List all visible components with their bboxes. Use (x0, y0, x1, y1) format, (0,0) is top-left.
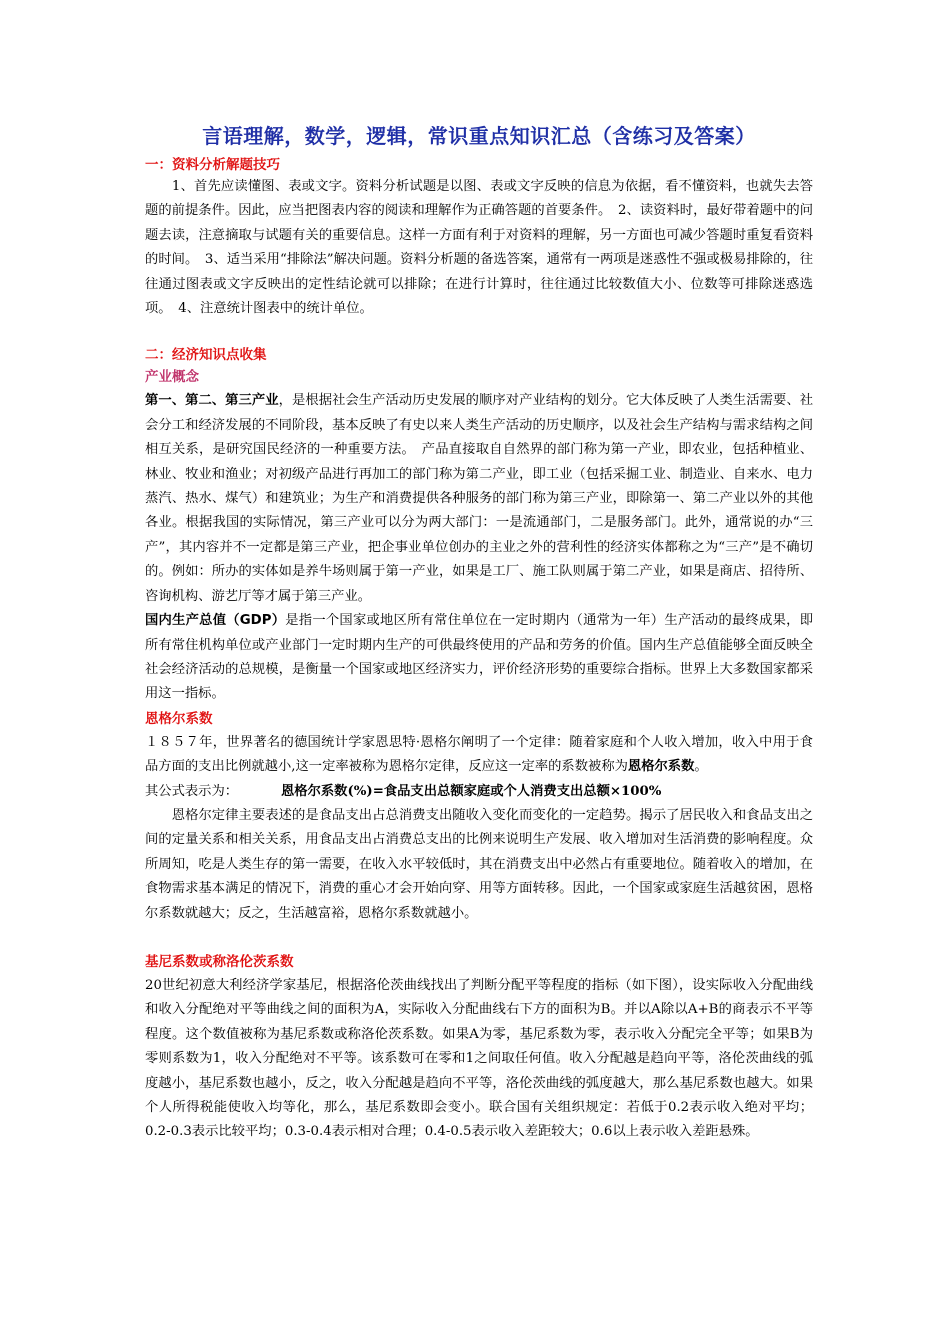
section-heading-economics: 二：经济知识点收集 (145, 347, 267, 364)
gdp-text: 是指一个国家或地区所有常住单位在一定时期内（通常为一年）生产活动的最终成果，即所有常住机构单位或产业部门一定时期内生产的可供最终使用的产品和劳务的价值。国内生产总值能够全面反映全社会经济活动的总规模，是衡量一个国家或地区经济实力，评价经济形势的重要综合指标。世界上大多数国家都采用这一指标。 (145, 613, 813, 702)
engel-formula-line (145, 780, 813, 804)
data-analysis-paragraph: 1、首先应读懂图、表或文字。资料分析试题是以图、表或文字反映的信息为依据，看不懂资料，也就失去答题的前提条件。因此，应当把图表内容的阅读和理解作为正确答题的首要条件。 2、读资料时，最好带着题中的问题去读，注意摘取与试题有关的重要信息。这样一方面有利于对资料的理解，另一方面也可减少答题时重复看资料的时间。 3、适当采用“排除法”解决问题。资料分析题的备选答案，通常有一两项是迷惑性不强或极易排除的，往往通过图表或文字反映出的定性结论就可以排除；在进行计算时，往往通过比较数值大小、位数等可排除迷惑选项。 4、注意统计图表中的统计单位。 (145, 179, 813, 317)
industry-text: ，是根据社会生产活动历史发展的顺序对产业结构的划分。它大体反映了人类生活需要、社会分工和经济发展的不同阶段，基本反映了有史以来人类生产活动的历史顺序，以及社会生产结构与需求结构之间相互关系，是研究国民经济的一种重要方法。 产品直接取自自然界的部门称为第一产业，即农业，包括种植业、林业、牧业和渔业；对初级产品进行再加工的部门称为第二产业，即工业（包括采掘工业、制造业、自来水、电力蒸汽、热水、煤气）和建筑业；为生产和消费提供各种服务的部门称为第三产业，即除第一、第二产业以外的其他各业。根据我国的实际情况，第三产业可以分为两大部门：一是流通部门，二是服务部门。此外，通常说的办“三产”，其内容并不一定都是第三产业，把企事业单位创办的主业之外的营利性的经济实体都称之为“三产”是不确切的。例如：所办的实体如是养牛场则属于第一产业，如果是工厂、施工队则属于第二产业，如果是商店、招待所、咨询机构、游艺厅等才属于第三产业。 (145, 393, 814, 604)
engel-formula: 恩格尔系数(%)=食品支出总额家庭或个人消费支出总额×100% (281, 783, 662, 799)
industry-term: 第一、第二、第三产业 (145, 393, 279, 409)
engel-intro-text: １８５７年，世界著名的德国统计学家恩思特·恩格尔阐明了一个定律：随着家庭和个人收入增加，收入中用于食品方面的支出比例就越小,这一定率被称为恩格尔定律，反应这一定率的系数被称为 (145, 734, 813, 775)
document-page (145, 120, 813, 1145)
spacer (145, 926, 813, 950)
engel-intro-paragraph (145, 731, 813, 780)
subheading-gini: 基尼系数或称洛伦茨系数 (145, 953, 294, 970)
industry-paragraph (145, 389, 813, 609)
section-heading-data-analysis: 一：资料分析解题技巧 (145, 157, 280, 173)
subheading-industry: 产业概念 (145, 369, 199, 386)
spacer (145, 321, 813, 345)
gdp-term: 国内生产总值（GDP） (145, 613, 286, 629)
engel-body-paragraph: 恩格尔定律主要表述的是食品支出占总消费支出随收入变化而变化的一定趋势。揭示了居民收入和食品支出之间的定量关系和相关关系，用食品支出占消费总支出的比例来说明生产发展、收入增加对生活消费的影响程度。众所周知，吃是人类生存的第一需要，在收入水平较低时，其在消费支出中必然占有重要地位。随着收入的增加，在食物需求基本满足的情况下，消费的重心才会开始向穿、用等方面转移。因此，一个国家或家庭生活越贫困，恩格尔系数就越大；反之，生活越富裕，恩格尔系数就越小。 (145, 807, 813, 921)
gini-paragraph: 20世纪初意大利经济学家基尼，根据洛伦茨曲线找出了判断分配平等程度的指标（如下图），设实际收入分配曲线和收入分配绝对平等曲线之间的面积为A，实际收入分配曲线右下方的面积为B。并以A除以A+B的商表示不平等程度。这个数值被称为基尼系数或称洛伦茨系数。如果A为零，基尼系数为零，表示收入分配完全平等；如果B为零则系数为1，收入分配绝对不平等。该系数可在零和1之间取任何值。收入分配越是趋向平等，洛伦茨曲线的弧度越小，基尼系数也越小，反之，收入分配越是趋向不平等，洛伦茨曲线的弧度越大，那么基尼系数也越大。如果个人所得税能使收入均等化，那么，基尼系数即会变小。联合国有关组织规定：若低于0.2表示收入绝对平均；0.2-0.3表示比较平均；0.3-0.4表示相对合理；0.4-0.5表示收入差距较大；0.6以上表示收入差距悬殊。 (145, 977, 813, 1140)
subheading-engel: 恩格尔系数 (145, 710, 213, 727)
engel-formula-label: 其公式表示为： (145, 783, 239, 799)
gdp-paragraph (145, 609, 813, 707)
engel-intro-term: 恩格尔系数 (627, 759, 695, 775)
engel-intro-end: 。 (694, 759, 708, 775)
document-title: 言语理解，数学，逻辑，常识重点知识汇总（含练习及答案） (202, 124, 756, 148)
